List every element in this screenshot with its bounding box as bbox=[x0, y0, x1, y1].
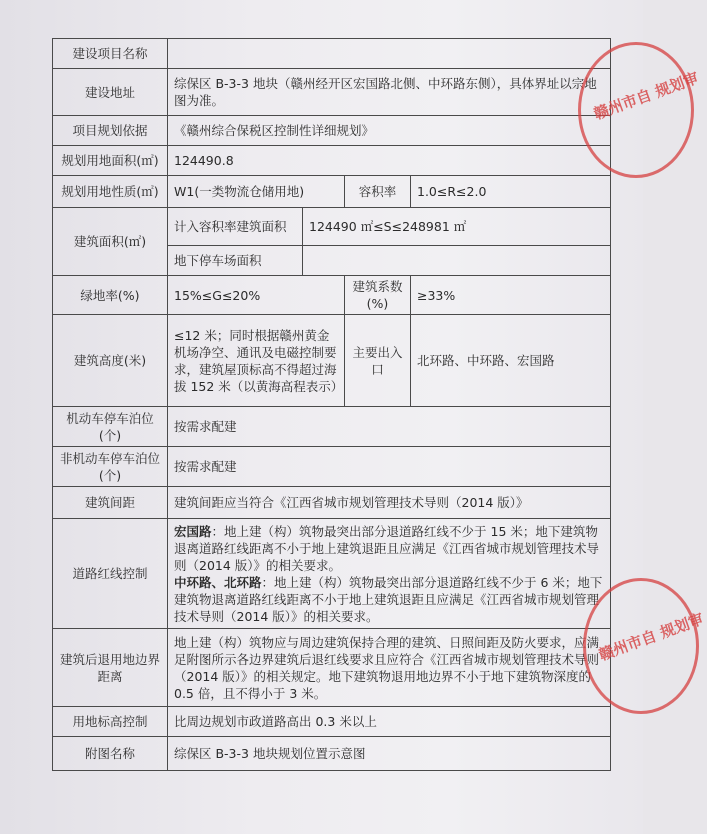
official-seal-bottom bbox=[583, 578, 707, 714]
building-area-label: 建筑面积(㎡) bbox=[53, 208, 168, 276]
address-value: 综保区 B-3-3 地块（赣州经开区宏国路北侧、中环路东侧），具体界址以宗地图为准。 bbox=[168, 69, 611, 116]
row-project-name bbox=[53, 39, 611, 69]
project-name-label: 建设项目名称 bbox=[53, 39, 168, 69]
road-hongguo: 宏国路 bbox=[174, 523, 212, 539]
spacing-label: 建筑间距 bbox=[53, 487, 168, 519]
area-label: 规划用地面积(㎡) bbox=[53, 146, 168, 176]
entrance-value: 北环路、中环路、宏国路 bbox=[411, 315, 611, 407]
seal-top-text: 赣州市自 规划审 bbox=[591, 68, 702, 124]
elevation-value: 比周边规划市政道路高出 0.3 米以上 bbox=[168, 707, 611, 737]
row-height bbox=[53, 315, 611, 407]
row-motor-parking bbox=[53, 407, 611, 447]
road-zhonghuan-beihuan: 中环路、北环路 bbox=[174, 574, 262, 590]
nonmotor-parking-label: 非机动车停车泊位(个) bbox=[53, 447, 168, 487]
redline-text-2: ：地上建（构）筑物最突出部分退道路红线不少于 6 米；地下建筑物退离道路红线距离不小于地上建筑退距且应满足《江西省城市规划管理技术导则（2014 版）》的相关要求。 bbox=[174, 574, 603, 624]
far-value: 1.0≤R≤2.0 bbox=[411, 176, 611, 208]
official-seal-top bbox=[578, 42, 702, 178]
setback-value: 地上建（构）筑物应与周边建筑保持合理的建筑、日照间距及防火要求，应满足附图所示各边界建筑后退红线要求且应符合《江西省城市规划管理技术导则（2014 版）》的相关规定。地下建筑物退用地边界不小于地下建筑物深度的 0.5 倍，且不得小于 3 米。 bbox=[168, 629, 611, 707]
density-value: ≥33% bbox=[411, 276, 611, 315]
nature-label: 规划用地性质(㎡) bbox=[53, 176, 168, 208]
setback-label: 建筑后退用地边界距离 bbox=[53, 629, 168, 707]
far-area-value: 124490 ㎡≤S≤248981 ㎡ bbox=[303, 208, 611, 246]
basis-label: 项目规划依据 bbox=[53, 116, 168, 146]
row-attachment bbox=[53, 737, 611, 771]
redline-text-1: ：地上建（构）筑物最突出部分退道路红线不少于 15 米；地下建筑物退离道路红线距离不小于地上建筑退距且应满足《江西省城市规划管理技术导则（2014 版）》的相关要求。 bbox=[174, 523, 600, 573]
far-label: 容积率 bbox=[345, 176, 411, 208]
row-area bbox=[53, 146, 611, 176]
address-label: 建设地址 bbox=[53, 69, 168, 116]
row-elevation bbox=[53, 707, 611, 737]
row-address bbox=[53, 69, 611, 116]
spacing-value: 建筑间距应当符合《江西省城市规划管理技术导则（2014 版）》 bbox=[168, 487, 611, 519]
row-green bbox=[53, 276, 611, 315]
area-value: 124490.8 bbox=[168, 146, 611, 176]
row-setback bbox=[53, 629, 611, 707]
motor-parking-value: 按需求配建 bbox=[168, 407, 611, 447]
row-nonmotor-parking bbox=[53, 447, 611, 487]
attachment-value: 综保区 B-3-3 地块规划位置示意图 bbox=[168, 737, 611, 771]
nature-value: W1(一类物流仓储用地) bbox=[168, 176, 345, 208]
motor-parking-label: 机动车停车泊位(个) bbox=[53, 407, 168, 447]
height-value: ≤12 米；同时根据赣州黄金机场净空、通讯及电磁控制要求，建筑屋顶标高不得超过海拔 152 米（以黄海高程表示） bbox=[168, 315, 345, 407]
far-area-label: 计入容积率建筑面积 bbox=[168, 208, 303, 246]
basis-value: 《赣州综合保税区控制性详细规划》 bbox=[168, 116, 611, 146]
redline-value bbox=[168, 519, 611, 629]
row-spacing bbox=[53, 487, 611, 519]
row-building-area bbox=[53, 208, 611, 246]
row-basis bbox=[53, 116, 611, 146]
density-label: 建筑系数(%) bbox=[345, 276, 411, 315]
nonmotor-parking-value: 按需求配建 bbox=[168, 447, 611, 487]
attachment-label: 附图名称 bbox=[53, 737, 168, 771]
green-label: 绿地率(%) bbox=[53, 276, 168, 315]
row-nature bbox=[53, 176, 611, 208]
project-name-value bbox=[168, 39, 611, 69]
row-redline bbox=[53, 519, 611, 629]
redline-label: 道路红线控制 bbox=[53, 519, 168, 629]
green-value: 15%≤G≤20% bbox=[168, 276, 345, 315]
underground-parking-label: 地下停车场面积 bbox=[168, 246, 303, 276]
planning-conditions-table bbox=[52, 38, 611, 771]
height-label: 建筑高度(米) bbox=[53, 315, 168, 407]
elevation-label: 用地标高控制 bbox=[53, 707, 168, 737]
seal-bottom-text: 赣州市自 规划审 bbox=[596, 609, 707, 665]
underground-parking-value bbox=[303, 246, 611, 276]
entrance-label: 主要出入口 bbox=[345, 315, 411, 407]
